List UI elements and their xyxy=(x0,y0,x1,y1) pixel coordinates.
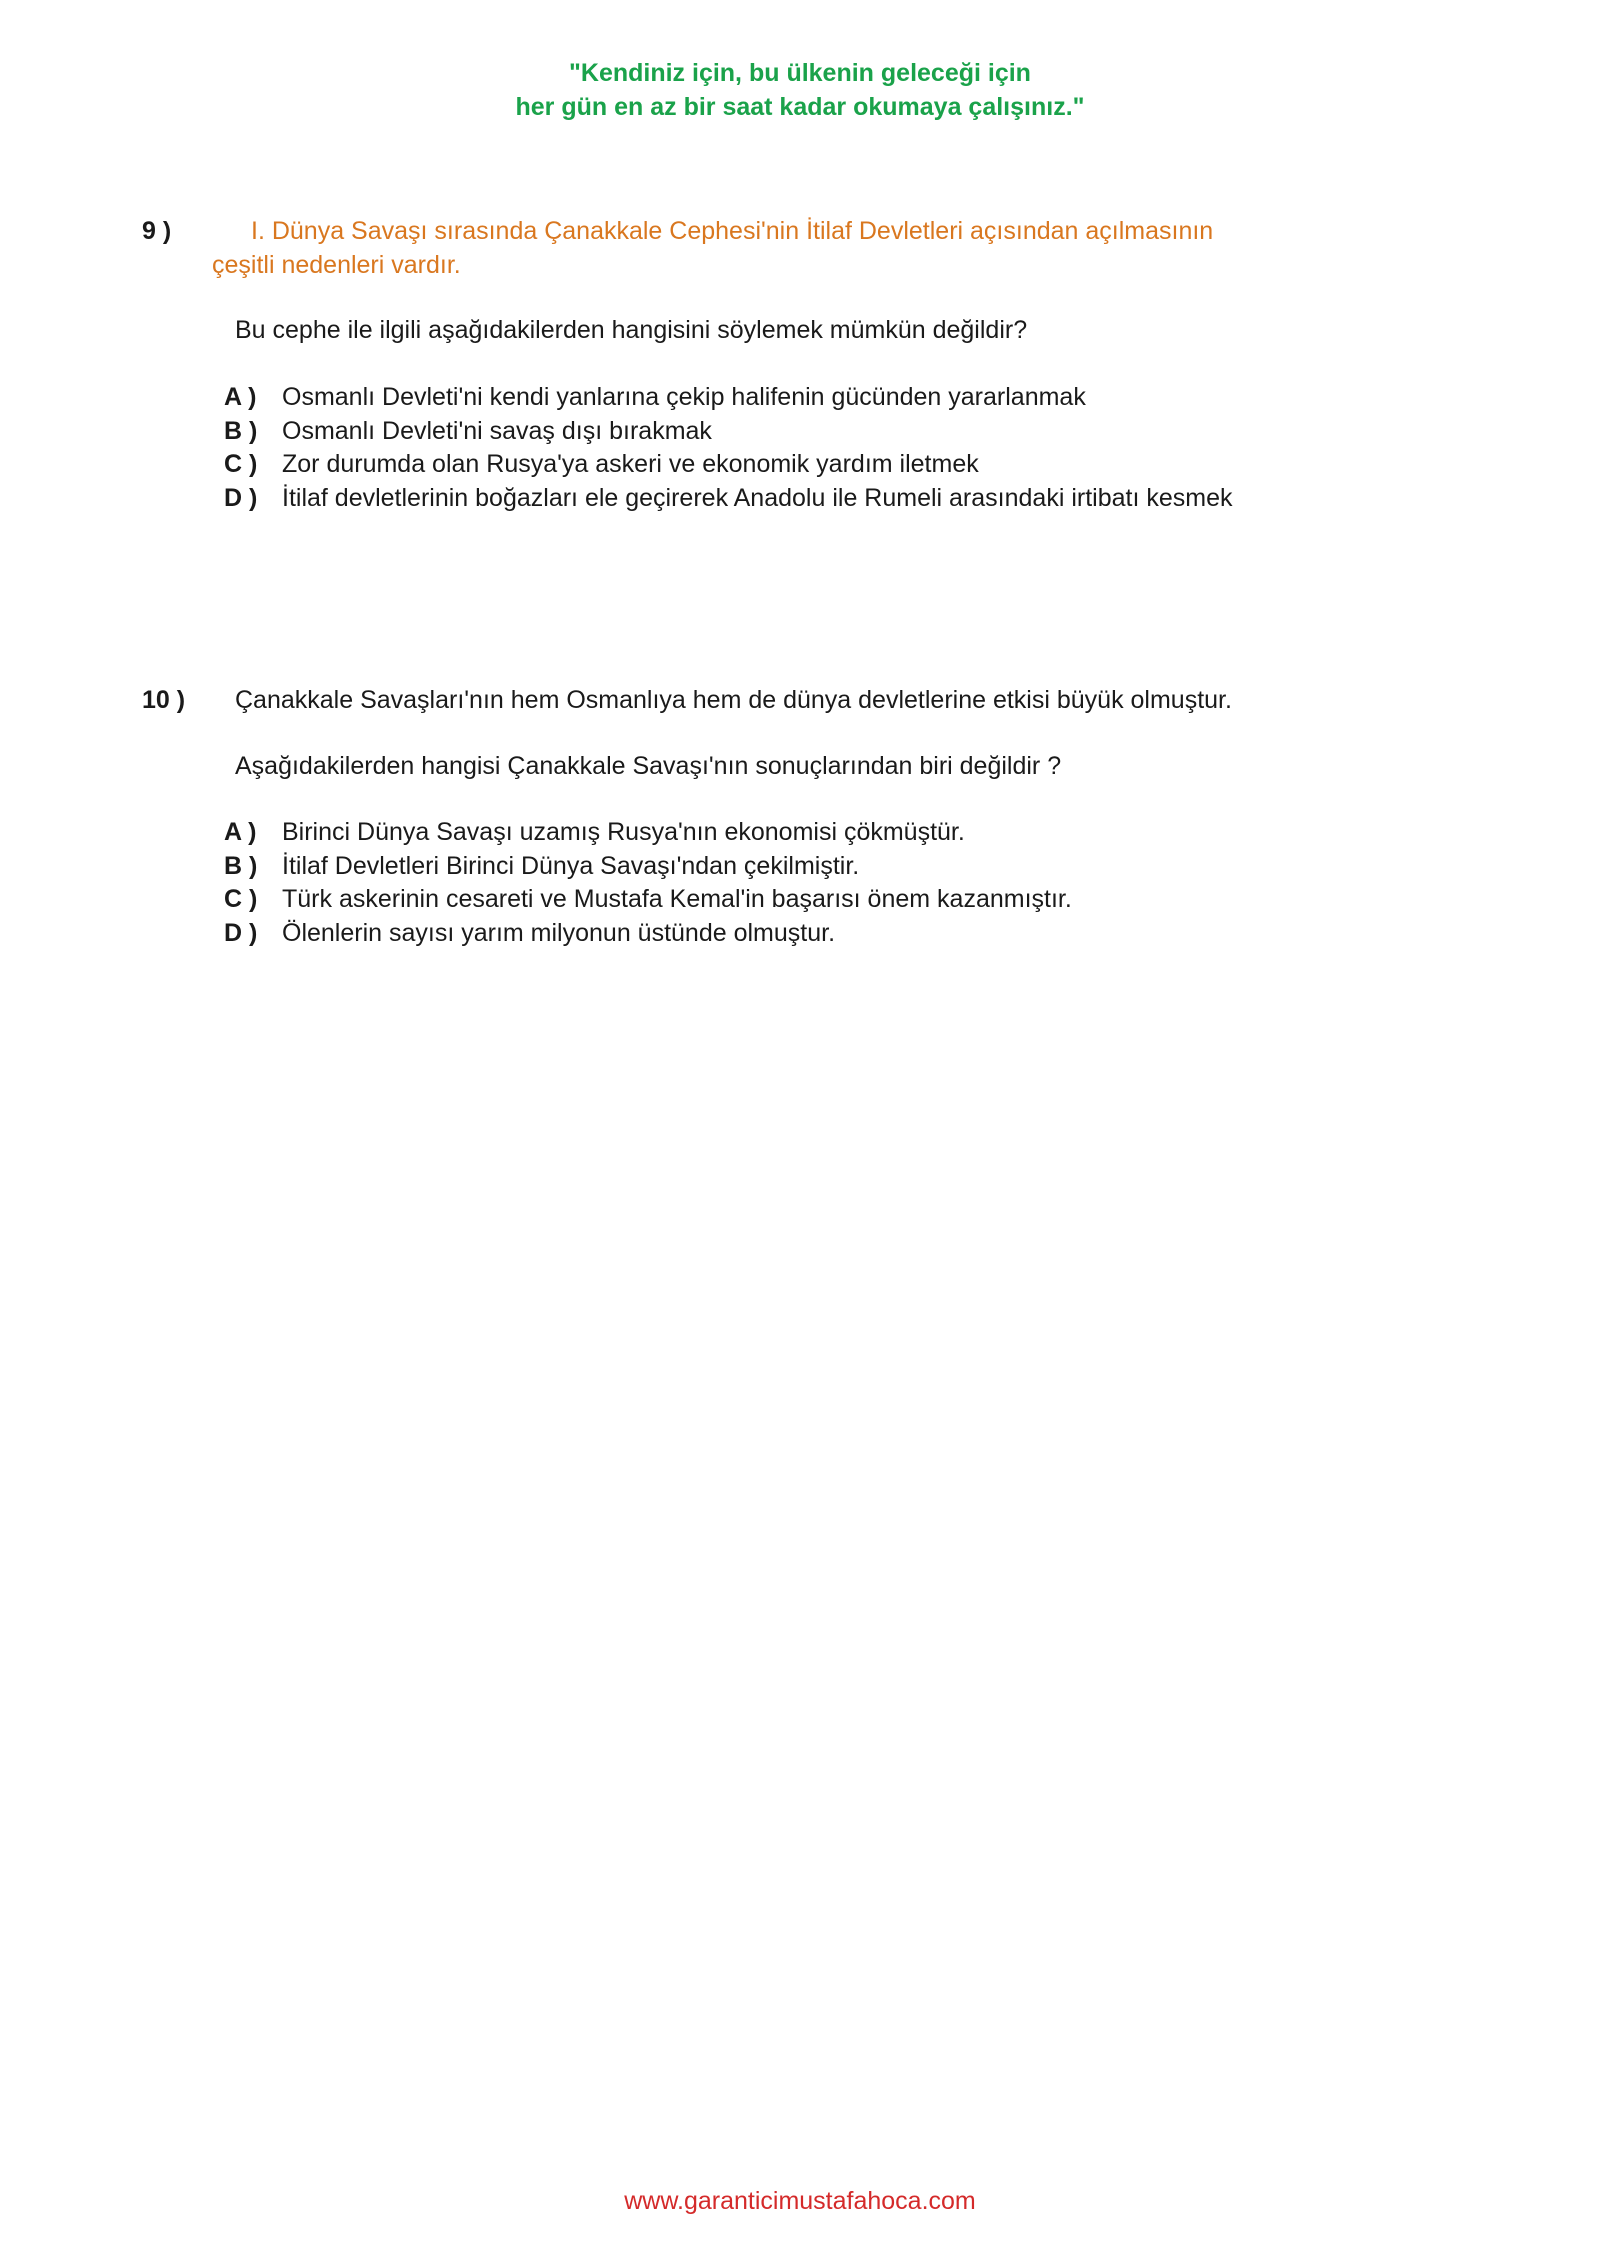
footer-website-link[interactable]: www.garanticimustafahoca.com xyxy=(624,2187,976,2215)
option-text: Birinci Dünya Savaşı uzamış Rusya'nın ekonomisi çökmüştür. xyxy=(282,818,965,846)
question-intro-line-1: I. Dünya Savaşı sırasında Çanakkale Cephesi'nin İtilaf Devletleri açısından açılmasının xyxy=(251,217,1214,245)
option-letter: B ) xyxy=(224,851,258,880)
question-intro-line-2: çeşitli nedenleri vardır. xyxy=(212,251,461,279)
question-number: 10 ) xyxy=(142,686,186,714)
option-letter: A ) xyxy=(224,818,257,846)
option-letter: D ) xyxy=(224,483,258,512)
option-letter: D ) xyxy=(224,918,258,947)
motto-header xyxy=(0,56,1600,124)
option-letter: C ) xyxy=(224,450,258,478)
question-intro-line-1: Çanakkale Savaşları'nın hem Osmanlıya hem de dünya devletlerine etkisi büyük olmuştur. xyxy=(235,686,1232,714)
question-number: 9 ) xyxy=(142,217,172,245)
option-text: Ölenlerin sayısı yarım milyonun üstünde olmuştur. xyxy=(282,918,836,947)
option-text: Zor durumda olan Rusya'ya askeri ve ekonomik yardım iletmek xyxy=(282,450,979,478)
motto-line-1: "Kendiniz için, bu ülkenin geleceği için xyxy=(569,59,1031,87)
option-text: Osmanlı Devleti'ni savaş dışı bırakmak xyxy=(282,416,712,445)
option-text: Osmanlı Devleti'ni kendi yanlarına çekip halifenin gücünden yararlanmak xyxy=(282,383,1086,411)
motto-line-2: her gün en az bir saat kadar okumaya çalışınız." xyxy=(515,93,1085,121)
option-text: İtilaf Devletleri Birinci Dünya Savaşı'ndan çekilmiştir. xyxy=(282,851,860,880)
question-prompt: Bu cephe ile ilgili aşağıdakilerden hangisini söylemek mümkün değildir? xyxy=(235,316,1028,344)
question-prompt: Aşağıdakilerden hangisi Çanakkale Savaşı'nın sonuçlarından biri değildir ? xyxy=(235,752,1062,780)
option-text: Türk askerinin cesareti ve Mustafa Kemal'in başarısı önem kazanmıştır. xyxy=(282,885,1072,913)
option-letter: C ) xyxy=(224,885,258,913)
option-letter: A ) xyxy=(224,383,257,411)
option-text: İtilaf devletlerinin boğazları ele geçirerek Anadolu ile Rumeli arasındaki irtibatı kesmek xyxy=(282,483,1233,512)
option-letter: B ) xyxy=(224,416,258,445)
